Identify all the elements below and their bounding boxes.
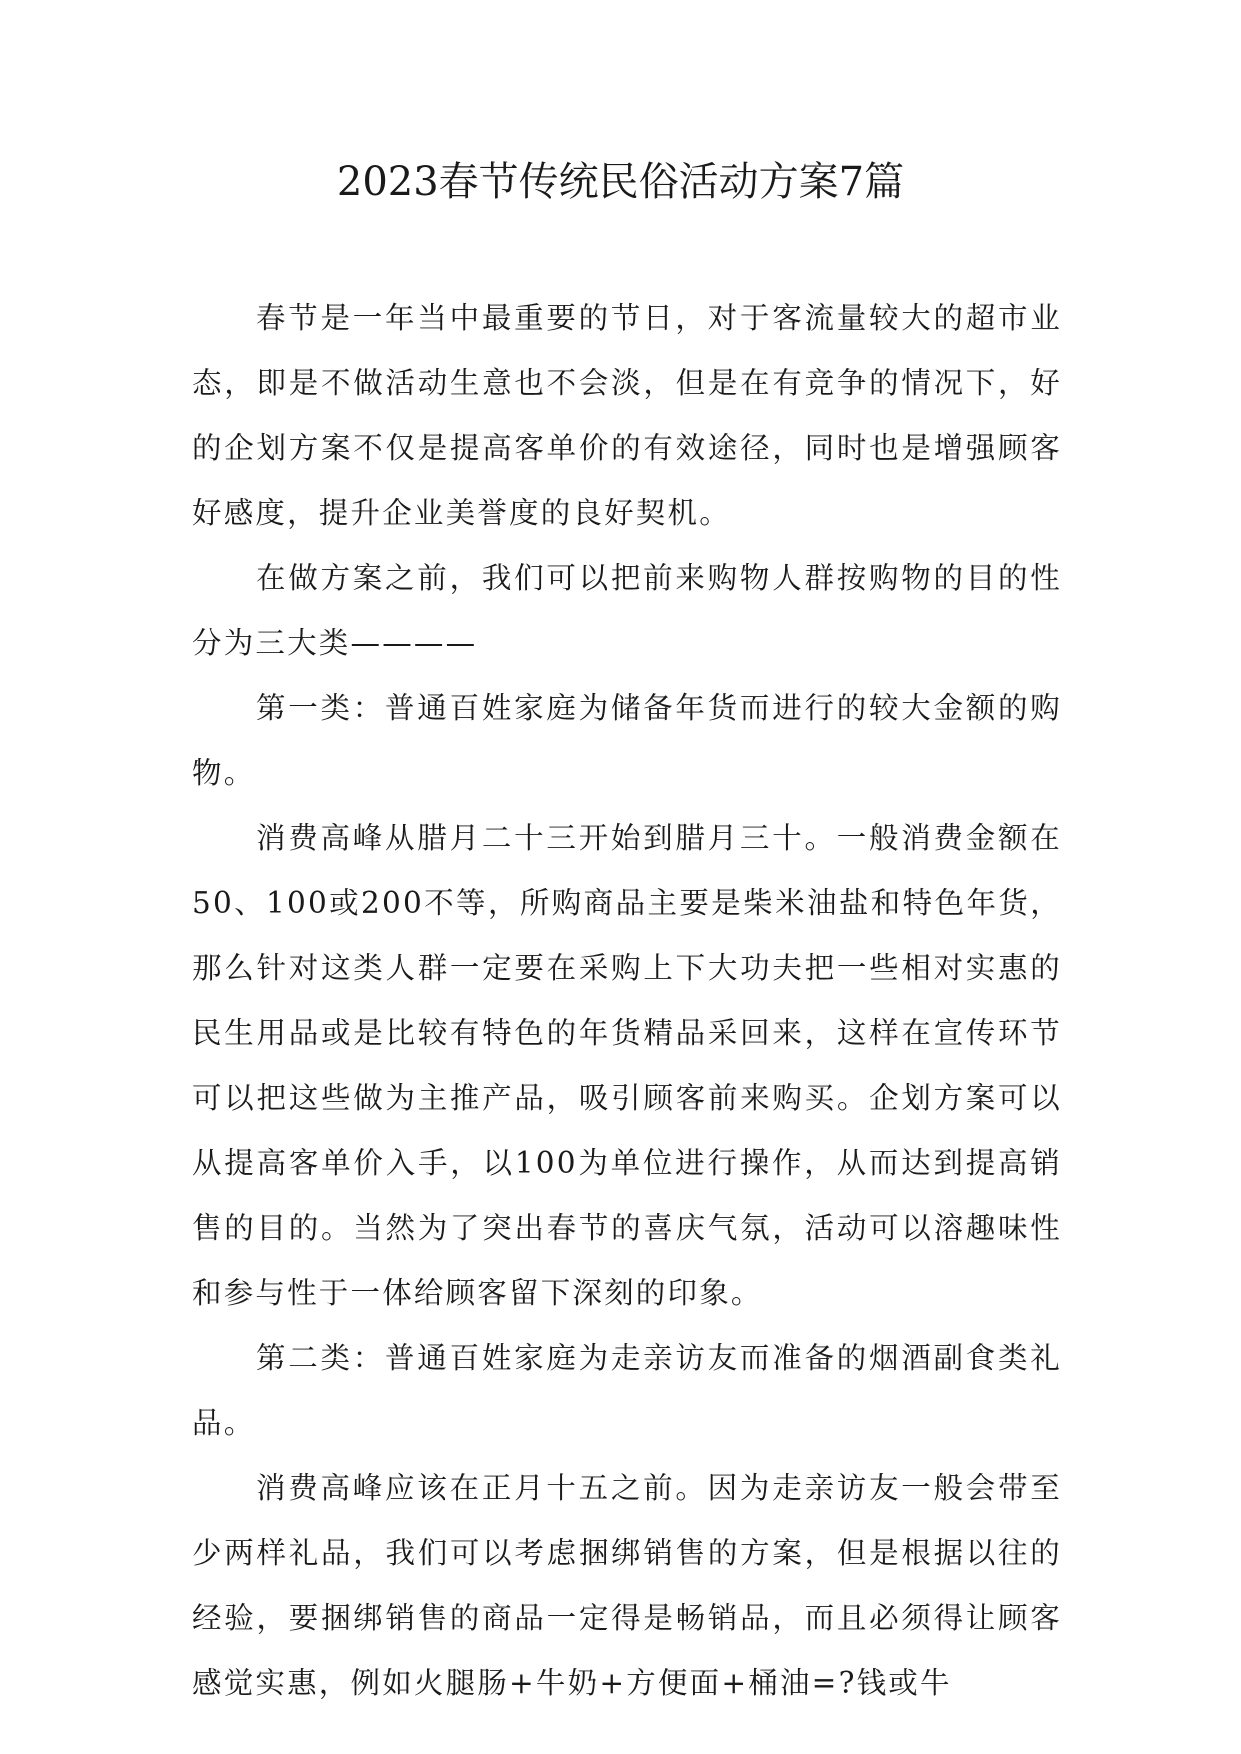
paragraph: 在做方案之前，我们可以把前来购物人群按购物的目的性分为三大类———— [192,561,1062,660]
paragraph: 第二类：普通百姓家庭为走亲访友而准备的烟酒副食类礼品。 [192,1341,1062,1440]
paragraph: 春节是一年当中最重要的节日，对于客流量较大的超市业态，即是不做活动生意也不会淡，但是在有竞争的情况下，好的企划方案不仅是提高客单价的有效途径，同时也是增强顾客好感度，提升企业美誉度的良好契机。 [192,301,1062,530]
document-title: 2023春节传统民俗活动方案7篇 [336,159,905,205]
paragraph: 第一类：普通百姓家庭为储备年货而进行的较大金额的购物。 [192,691,1062,790]
paragraph: 消费高峰应该在正月十五之前。因为走亲访友一般会带至少两样礼品，我们可以考虑捆绑销售的方案，但是根据以往的经验，要捆绑销售的商品一定得是畅销品，而且必须得让顾客感觉实惠，例如火腿肠+牛奶+方便面+桶油=?钱或牛 [192,1471,1062,1700]
paragraph: 消费高峰从腊月二十三开始到腊月三十。一般消费金额在50、100或200不等，所购商品主要是柴米油盐和特色年货，那么针对这类人群一定要在采购上下大功夫把一些相对实惠的民生用品或是比较有特色的年货精品采回来，这样在宣传环节可以把这些做为主推产品，吸引顾客前来购买。企划方案可以从提高客单价入手，以100为单位进行操作，从而达到提高销售的目的。当然为了突出春节的喜庆气氛，活动可以溶趣味性和参与性于一体给顾客留下深刻的印象。 [192,821,1062,1310]
document-body [192,286,1062,1716]
